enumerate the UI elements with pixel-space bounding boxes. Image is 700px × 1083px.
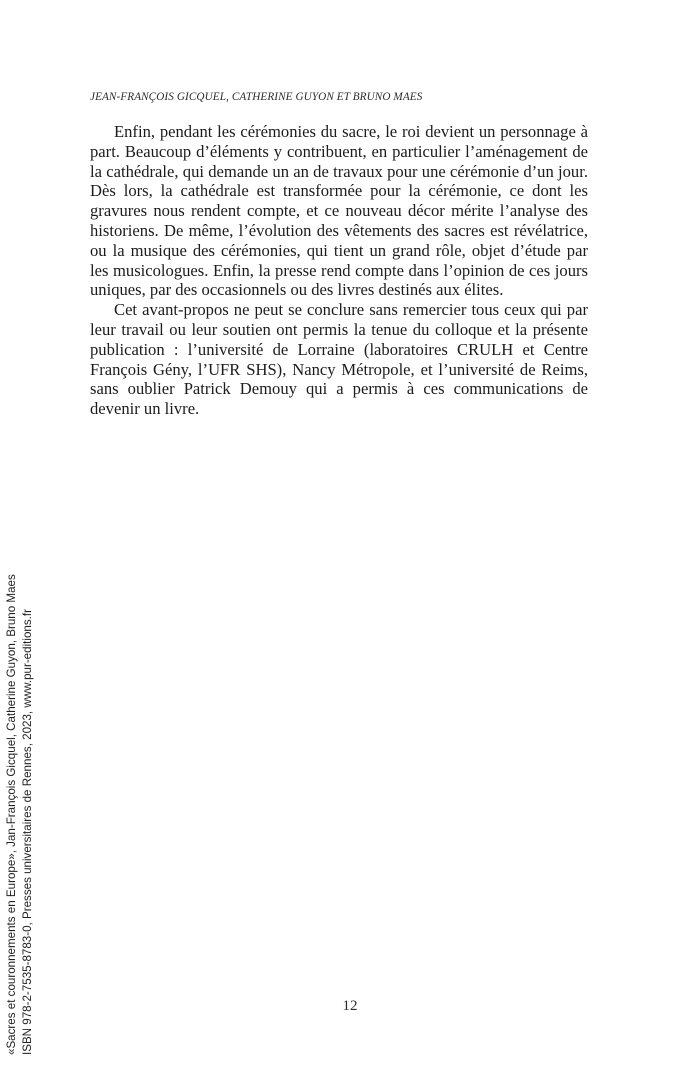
side-credit-line-isbn: ISBN 978-2-7535-8783-0, Presses universitaires de Rennes, 2023, www.pur-editions.fr <box>20 609 34 1055</box>
paragraph: Enfin, pendant les cérémonies du sacre, le roi devient un personnage à part. Beaucoup d’éléments y contribuent, en particulier l’aménagement de la cathédrale, qui demande un an de travaux pour une cérémonie d’un jour. Dès lors, la cathédrale est transformée pour la cérémonie, ce dont les gravures nous rendent compte, et ce nouveau décor mérite l’analyse des historiens. De même, l’évolution des vêtements des sacres est révélatrice, ou la musique des cérémonies, qui tient un grand rôle, objet d’étude par les musicologues. Enfin, la presse rend compte dans l’opinion de ces jours uniques, par des occasionnels ou des livres destinés aux élites. <box>90 122 588 300</box>
running-head: JEAN-FRANÇOIS GICQUEL, CATHERINE GUYON ET BRUNO MAES <box>90 91 423 103</box>
side-credit-line-title: «Sacres et couronnements en Europe», Jan-François Gicquel, Catherine Guyon, Bruno Maes <box>5 574 18 1055</box>
paragraph: Cet avant-propos ne peut se conclure sans remercier tous ceux qui par leur travail ou leur soutien ont permis la tenue du colloque et la présente publication : l’université de Lorraine (laboratoires CRULH et Centre François Gény, l’UFR SHS), Nancy Métropole, et l’université de Reims, sans oublier Patrick Demouy qui a permis à ces communications de devenir un livre. <box>90 300 588 419</box>
side-credit <box>4 495 35 1055</box>
main-text <box>90 122 588 419</box>
page-number: 12 <box>342 998 358 1014</box>
